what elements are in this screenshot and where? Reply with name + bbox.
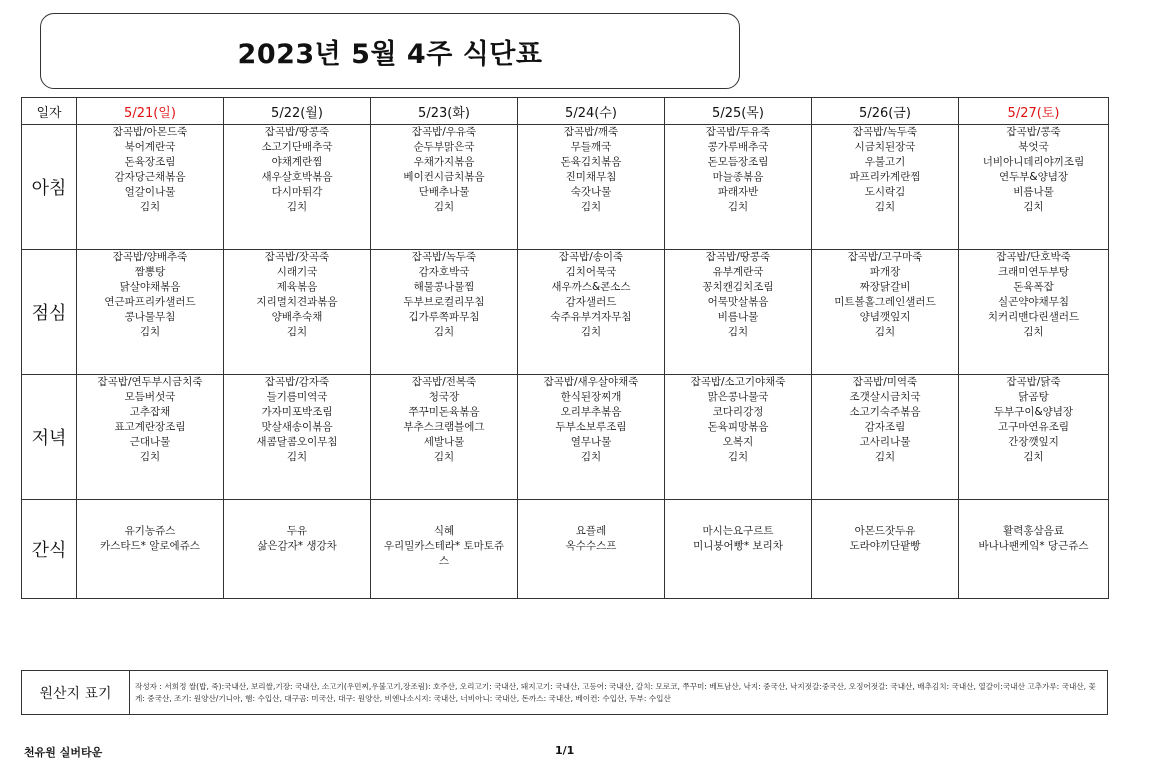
menu-item: 잡곡밥/땅콩죽 <box>705 251 771 263</box>
menu-item: 잡곡밥/녹두죽 <box>852 126 918 138</box>
menu-cell-sun <box>77 500 224 599</box>
meal-label: 점심 <box>22 250 77 375</box>
menu-cell-tue <box>371 500 518 599</box>
menu-item: 잡곡밥/연두부시금치죽 <box>97 376 203 388</box>
meal-label: 간식 <box>22 500 77 599</box>
meal-row <box>22 375 1109 500</box>
menu-item: 두부구이&양념장 <box>993 406 1074 418</box>
menu-item: 연두부&양념장 <box>998 171 1069 183</box>
menu-item: 양념깻잎지 <box>859 311 911 323</box>
menu-cell-wed <box>518 500 665 599</box>
menu-item: 잡곡밥/감자죽 <box>264 376 330 388</box>
menu-item: 감자호박국 <box>418 266 470 278</box>
menu-item: 돈육김치볶음 <box>560 156 622 168</box>
menu-cell-tue <box>371 250 518 375</box>
menu-item: 어묵맛살볶음 <box>707 296 769 308</box>
menu-item: 김치 <box>286 326 308 338</box>
menu-item: 유부계란국 <box>712 266 764 278</box>
menu-item: 청국장 <box>428 391 460 403</box>
menu-item: 돈육장조림 <box>124 156 176 168</box>
menu-item: 모듬버섯국 <box>124 391 176 403</box>
menu-item: 김치 <box>139 201 161 213</box>
menu-item: 파프리카계란찜 <box>849 171 921 183</box>
menu-item: 새우살호박볶음 <box>261 171 333 183</box>
menu-item: 우채가지볶음 <box>413 156 475 168</box>
menu-cell-sat <box>959 375 1109 500</box>
day-header-thu: 5/25(목) <box>665 98 812 125</box>
menu-item: 다시마튀각 <box>271 186 323 198</box>
menu-cell-thu <box>665 250 812 375</box>
menu-item: 두유 <box>286 525 308 537</box>
menu-item: 너비아니데리야끼조림 <box>982 156 1085 168</box>
menu-cell-sat <box>959 500 1109 599</box>
menu-item: 연근파프리카샐러드 <box>104 296 196 308</box>
menu-item: 지리멸치견과볶음 <box>256 296 338 308</box>
menu-item: 잡곡밥/깨죽 <box>563 126 619 138</box>
menu-item: 잡곡밥/소고기야채죽 <box>690 376 786 388</box>
menu-cell-mon <box>224 375 371 500</box>
menu-item: 꽁치캔김치조림 <box>702 281 774 293</box>
menu-cell-wed <box>518 250 665 375</box>
footer-org: 천유원 실버타운 <box>24 746 103 759</box>
day-header-mon: 5/22(월) <box>224 98 371 125</box>
menu-item: 미트볼홀그레인샐러드 <box>834 296 936 308</box>
menu-item: 김치 <box>1023 201 1044 213</box>
menu-table <box>21 97 1109 599</box>
menu-item: 북엇국 <box>1018 141 1049 153</box>
menu-cell-sun <box>77 125 224 250</box>
menu-cell-fri <box>812 250 959 375</box>
menu-item: 활력홍삼음료 <box>1003 525 1064 537</box>
menu-item: 잡곡밥/두유죽 <box>705 126 771 138</box>
menu-item: 돈육폭잡 <box>1013 281 1054 293</box>
menu-item: 부추스크램블에그 <box>403 421 485 433</box>
menu-item: 잡곡밥/고구마죽 <box>847 251 923 263</box>
menu-item: 김치 <box>874 201 896 213</box>
menu-item: 미니붕어빵* 보리차 <box>693 540 783 552</box>
menu-item: 고추잡채 <box>129 406 171 418</box>
menu-item: 소고기단배추국 <box>261 141 333 153</box>
menu-cell-sat <box>959 250 1109 375</box>
menu-item: 숙주유부겨자무침 <box>550 311 632 323</box>
menu-item: 가자미포박조림 <box>261 406 333 418</box>
menu-item: 김치 <box>433 201 455 213</box>
menu-item: 잡곡밥/우유죽 <box>411 126 477 138</box>
menu-item: 돈모듬장조림 <box>707 156 769 168</box>
menu-item: 잡곡밥/단호박죽 <box>996 251 1071 263</box>
menu-item: 세발나물 <box>423 436 465 448</box>
menu-item: 맛살새송이볶음 <box>261 421 333 433</box>
menu-item: 돈육피망볶음 <box>707 421 769 433</box>
menu-item: 숙갓나물 <box>570 186 612 198</box>
menu-item: 카스타드* 알로에쥬스 <box>100 540 200 552</box>
menu-item: 근대나물 <box>129 436 171 448</box>
menu-cell-tue <box>371 125 518 250</box>
date-column-label: 일자 <box>22 98 77 125</box>
menu-item: 닭곰탕 <box>1018 391 1049 403</box>
menu-item: 잡곡밥/아몬드죽 <box>112 126 188 138</box>
day-header-sun: 5/21(일) <box>77 98 224 125</box>
menu-item: 잡곡밥/콩죽 <box>1006 126 1061 138</box>
menu-item: 닭살야채볶음 <box>119 281 181 293</box>
menu-item: 잡곡밥/미역죽 <box>852 376 918 388</box>
menu-item: 식혜 <box>433 525 455 537</box>
menu-cell-fri <box>812 375 959 500</box>
menu-item: 도시락김 <box>864 186 906 198</box>
menu-item: 단배추나물 <box>418 186 470 198</box>
menu-cell-fri <box>812 125 959 250</box>
menu-item: 표고계란장조림 <box>114 421 186 433</box>
menu-item: 바나나팬케잌* 당근쥬스 <box>978 540 1089 552</box>
menu-item: 김치 <box>580 326 602 338</box>
menu-item: 열무나물 <box>570 436 612 448</box>
origin-text: 작성자 : 서희정 쌀(밥, 죽):국내산, 보리쌀,기장: 국내산, 소고기(우민찌,우불고기,장조림): 호주산, 오리고기: 국내산, 돼지고기: 국내산, 고등어: 국내산, 갈치: 모로코, 쭈꾸미: 베트남산, 낙지: 중국산, 낙지젓갈:중국산, 오징어젓갈: 국내산, 배추김치: 국내산, 열갈이:국내산 고추가루: 국내산, 꽃게: 중국산, 조기: 원양산/기니아, 햄: 수입산, 대구곰: 미국산, 대구: 원양산, 비엔나소시지: 국내산, 너비아니: 국내산, 돈까스: 국내산, 베이컨: 수입산, 두부: 수입산 <box>130 671 1108 715</box>
menu-cell-fri <box>812 500 959 599</box>
menu-item: 김치 <box>580 201 602 213</box>
menu-item: 시래기국 <box>276 266 318 278</box>
menu-cell-sat <box>959 125 1109 250</box>
menu-item: 감자샐러드 <box>565 296 617 308</box>
menu-item: 마늘종볶음 <box>712 171 764 183</box>
menu-cell-thu <box>665 375 812 500</box>
menu-item: 시금치된장국 <box>854 141 916 153</box>
menu-item: 잡곡밥/닭죽 <box>1006 376 1061 388</box>
footer-page-number: 1/1 <box>555 744 575 757</box>
menu-item: 북어계란국 <box>124 141 176 153</box>
menu-item: 비름나물 <box>717 311 759 323</box>
menu-item: 도라야끼단팥빵 <box>849 540 921 552</box>
menu-cell-sun <box>77 250 224 375</box>
menu-item: 김치 <box>433 326 455 338</box>
menu-item: 양배추숙채 <box>271 311 323 323</box>
day-header-sat: 5/27(토) <box>959 98 1109 125</box>
menu-item: 간장깻잎지 <box>1008 436 1059 448</box>
menu-item: 우불고기 <box>864 156 906 168</box>
menu-item: 김치 <box>580 451 602 463</box>
menu-item: 실곤약야채무침 <box>997 296 1069 308</box>
menu-item: 잡곡밥/새우살야채죽 <box>543 376 639 388</box>
menu-item: 잡곡밥/잣곡죽 <box>264 251 330 263</box>
menu-item: 해물콩나물찜 <box>413 281 475 293</box>
menu-item: 순두부맑은국 <box>413 141 475 153</box>
meal-row <box>22 125 1109 250</box>
day-header-wed: 5/24(수) <box>518 98 665 125</box>
menu-item: 잡곡밥/송이죽 <box>558 251 624 263</box>
menu-item: 김치 <box>286 201 308 213</box>
menu-item: 오복지 <box>722 436 754 448</box>
menu-item: 오리부추볶음 <box>560 406 622 418</box>
menu-item: 짜장닭갈비 <box>859 281 911 293</box>
menu-item: 고사리나물 <box>859 436 911 448</box>
menu-item: 잡곡밥/녹두죽 <box>411 251 477 263</box>
header-row <box>22 98 1109 125</box>
menu-item: 얼갈이나물 <box>124 186 176 198</box>
menu-item: 콩가루배추국 <box>707 141 769 153</box>
menu-item: 새콤달콤오이무침 <box>256 436 338 448</box>
menu-item: 무들깨국 <box>570 141 612 153</box>
menu-item: 마시는요구르트 <box>702 525 774 537</box>
menu-cell-mon <box>224 500 371 599</box>
menu-item: 짬뽕탕 <box>134 266 166 278</box>
title-box <box>40 13 740 89</box>
menu-item: 유기농쥬스 <box>124 525 176 537</box>
menu-item: 진미채무침 <box>565 171 617 183</box>
menu-cell-tue <box>371 375 518 500</box>
origin-table <box>21 670 1108 715</box>
menu-item: 소고기숙주볶음 <box>849 406 921 418</box>
menu-item: 파래자반 <box>717 186 759 198</box>
menu-item: 김치 <box>139 326 161 338</box>
menu-item: 아몬드잣두유 <box>854 525 916 537</box>
menu-item: 두부소보루조림 <box>555 421 627 433</box>
menu-item: 김치 <box>727 451 749 463</box>
day-header-tue: 5/23(화) <box>371 98 518 125</box>
menu-item: 제육볶음 <box>276 281 318 293</box>
menu-item: 쭈꾸미돈육볶음 <box>408 406 480 418</box>
menu-item: 김치 <box>139 451 161 463</box>
menu-cell-mon <box>224 125 371 250</box>
menu-item: 김치어묵국 <box>565 266 617 278</box>
menu-item: 한식된장찌개 <box>560 391 622 403</box>
menu-item: 고구마연유조림 <box>997 421 1069 433</box>
menu-item: 요플레 <box>575 525 607 537</box>
meal-label: 저녁 <box>22 375 77 500</box>
menu-item: 콩나물무침 <box>124 311 176 323</box>
menu-item: 삶은감자* 생강차 <box>257 540 337 552</box>
menu-item: 김치 <box>874 451 896 463</box>
meal-row <box>22 500 1109 599</box>
menu-item: 잡곡밥/양배추죽 <box>112 251 188 263</box>
menu-item: 크래미연두부탕 <box>997 266 1069 278</box>
meal-row <box>22 250 1109 375</box>
menu-item: 깁가루쪽파무침 <box>408 311 480 323</box>
menu-item: 김치 <box>727 201 749 213</box>
menu-item: 김치 <box>286 451 308 463</box>
menu-item: 김치 <box>433 451 455 463</box>
menu-item: 새우까스&콘소스 <box>551 281 631 293</box>
menu-cell-sun <box>77 375 224 500</box>
menu-item: 치커리맨다린샐러드 <box>987 311 1080 323</box>
menu-item: 잡곡밥/전복죽 <box>411 376 477 388</box>
menu-item: 들기름미역국 <box>266 391 328 403</box>
menu-item: 베이컨시금치볶음 <box>403 171 485 183</box>
menu-item: 감자당근채볶음 <box>114 171 186 183</box>
menu-item: 감자조림 <box>864 421 906 433</box>
menu-cell-mon <box>224 250 371 375</box>
menu-item: 조갯살시금치국 <box>849 391 921 403</box>
menu-cell-thu <box>665 500 812 599</box>
menu-cell-thu <box>665 125 812 250</box>
menu-cell-wed <box>518 125 665 250</box>
menu-item: 맑은콩나물국 <box>707 391 769 403</box>
menu-item: 코다리강정 <box>712 406 764 418</box>
menu-item: 김치 <box>874 326 896 338</box>
menu-cell-wed <box>518 375 665 500</box>
menu-item: 옥수수스프 <box>565 540 617 552</box>
menu-item: 잡곡밥/땅콩죽 <box>264 126 330 138</box>
menu-item: 김치 <box>1023 326 1044 338</box>
menu-item: 파개장 <box>869 266 901 278</box>
day-header-fri: 5/26(금) <box>812 98 959 125</box>
menu-item: 김치 <box>727 326 749 338</box>
menu-item: 김치 <box>1023 451 1044 463</box>
menu-item: 우리밀카스테라* 토마토쥬스 <box>383 540 505 567</box>
origin-label: 원산지 표기 <box>22 671 130 715</box>
menu-item: 두부브로컬리무침 <box>403 296 485 308</box>
menu-item: 야채계란찜 <box>271 156 323 168</box>
menu-item: 비름나물 <box>1013 186 1054 198</box>
page-title: 2023년 5월 4주 식단표 <box>237 38 543 70</box>
meal-label: 아침 <box>22 125 77 250</box>
